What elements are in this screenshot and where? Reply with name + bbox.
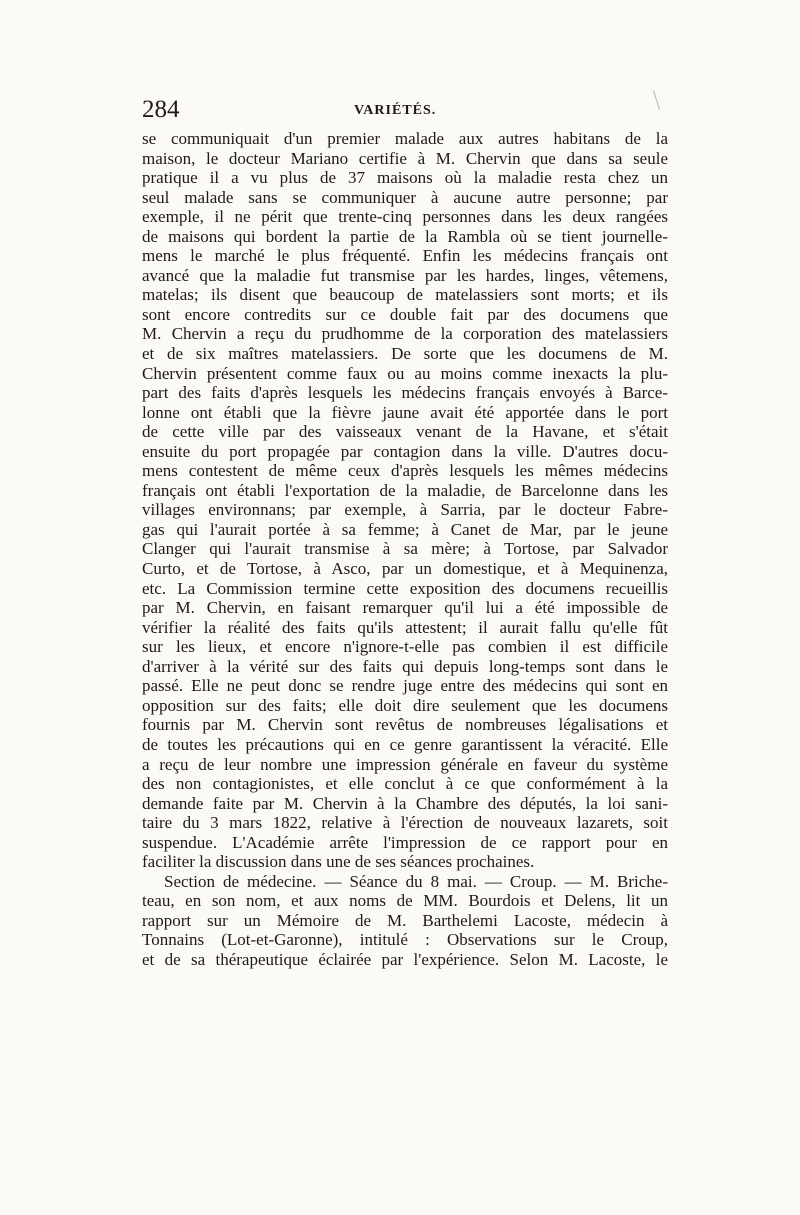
text-line: ensuite du port propagée par contagion dans la ville. D'autres docu-	[142, 441, 668, 461]
text-line: français ont établi l'exportation de la maladie, de Barcelonne dans les	[142, 480, 668, 500]
text-line: rapport sur un Mémoire de M. Barthelemi Lacoste, médecin à	[142, 910, 668, 930]
text-line: M. Chervin a reçu du prudhomme de la corporation des matelassiers	[142, 324, 668, 344]
running-head: VARIÉTÉS.	[354, 103, 437, 118]
text-line: exemple, il ne périt que trente-cinq personnes dans les deux rangées	[142, 207, 668, 227]
text-line: avancé que la maladie fut transmise par les hardes, linges, vêtemens,	[142, 265, 668, 285]
text-line: Clanger qui l'aurait transmise à sa mère; à Tortose, par Salvador	[142, 539, 668, 559]
text-line: a reçu de leur nombre une impression générale en faveur du système	[142, 754, 668, 774]
text-line: sur les lieux, et encore n'ignore-t-elle pas combien il est difficile	[142, 637, 668, 657]
text-line: de toutes les précautions qui en ce genre garantissent la véracité. Elle	[142, 734, 668, 754]
text-line: par M. Chervin, en faisant remarquer qu'il lui a été impossible de	[142, 598, 668, 618]
text-line: part des faits d'après lesquels les médecins français envoyés à Barce-	[142, 383, 668, 403]
text-line: etc. La Commission termine cette exposition des documens recueillis	[142, 578, 668, 598]
text-line: passé. Elle ne peut donc se rendre juge entre des médecins qui sont en	[142, 676, 668, 696]
text-line: teau, en son nom, et aux noms de MM. Bourdois et Delens, lit un	[142, 891, 668, 911]
text-line: et de sa thérapeutique éclairée par l'expérience. Selon M. Lacoste, le	[142, 949, 668, 969]
text-line: d'arriver à la vérité sur des faits qui depuis long-temps sont dans le	[142, 656, 668, 676]
text-line: fournis par M. Chervin sont revêtus de nombreuses légalisations et	[142, 715, 668, 735]
text-line: sont encore contredits sur ce double fait par des documens que	[142, 304, 668, 324]
text-line: faciliter la discussion dans une de ses séances prochaines.	[142, 852, 535, 872]
page-number: 284	[142, 96, 180, 123]
text-line: opposition sur des faits; elle doit dire seulement que les documens	[142, 695, 668, 715]
text-line: lonne ont établi que la fièvre jaune avait été apportée dans le port	[142, 402, 668, 422]
text-line: Tonnains (Lot-et-Garonne), intitulé : Observations sur le Croup,	[142, 930, 668, 950]
text-line: et de six maîtres matelassiers. De sorte que les documens de M.	[142, 344, 668, 364]
text-line: villages environnans; par exemple, à Sarria, par le docteur Fabre-	[142, 500, 668, 520]
text-line: se communiquait d'un premier malade aux autres habitans de la	[142, 129, 668, 148]
text-line: suspendue. L'Académie arrête l'impression de ce rapport pour en	[142, 832, 668, 852]
text-line: demande faite par M. Chervin à la Chambre des députés, la loi sani-	[142, 793, 668, 813]
text-line: maison, le docteur Mariano certifie à M. Chervin que dans sa seule	[142, 148, 668, 168]
text-line: des non contagionistes, et elle conclut à ce que conformément à la	[142, 774, 668, 794]
section-heading-line: Section de médecine. — Séance du 8 mai. — Croup. — M. Briche-	[164, 871, 668, 891]
text-line: vérifier la réalité des faits qu'ils attestent; il aurait fallu qu'elle fût	[142, 617, 668, 637]
text-line: de maisons qui bordent la partie de la Rambla où se tient journelle-	[142, 226, 668, 246]
text-line: pratique il a vu plus de 37 maisons où la maladie resta chez un	[142, 168, 668, 188]
text-line: gas qui l'aurait portée à sa femme; à Canet de Mar, par le jeune	[142, 519, 668, 539]
text-line: mens contestent de même ceux d'après lesquels les mêmes médecins	[142, 461, 668, 481]
text-line: mens le marché le plus fréquenté. Enfin les médecins français ont	[142, 246, 668, 266]
page-header	[142, 96, 668, 124]
text-line: de cette ville par des vaisseaux venant de la Havane, et s'était	[142, 422, 668, 442]
text-line: seul malade sans se communiquer à aucune autre personne; par	[142, 187, 668, 207]
text-line: matelas; ils disent que beaucoup de matelassiers sont morts; et ils	[142, 285, 668, 305]
text-line: Chervin présentent comme faux ou au moins comme inexacts la plu-	[142, 363, 668, 383]
body-text	[142, 129, 668, 970]
text-line: taire du 3 mars 1822, relative à l'érection de nouveaux lazarets, soit	[142, 813, 668, 833]
text-line: Curto, et de Tortose, à Asco, par un domestique, et à Mequinenza,	[142, 559, 668, 579]
